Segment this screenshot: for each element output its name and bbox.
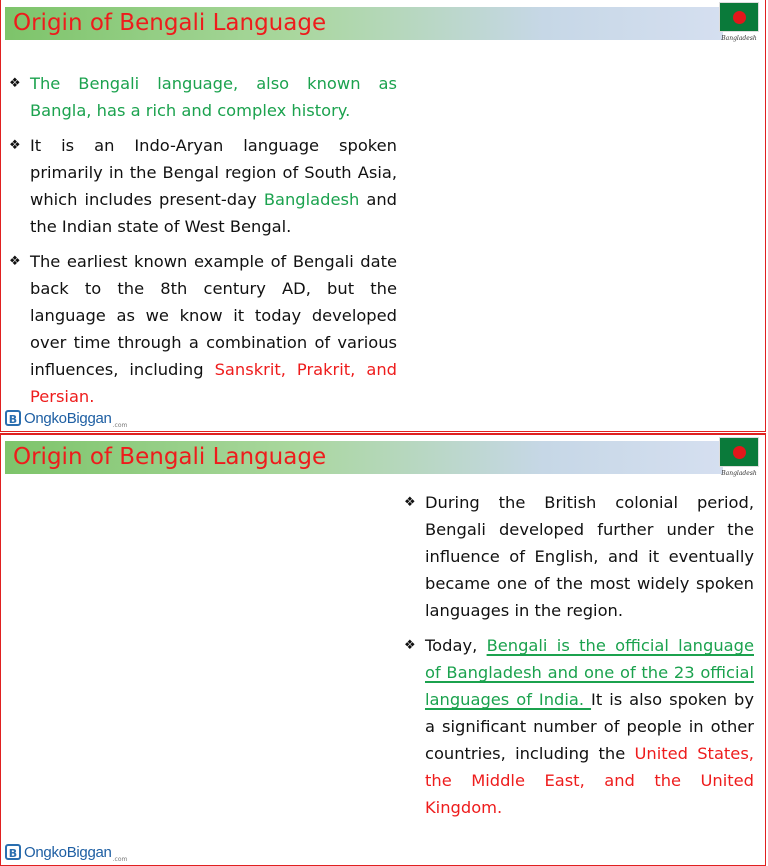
title-bar: [5, 7, 723, 40]
bullet-item: [9, 70, 397, 124]
slide-1: [0, 0, 766, 432]
bullet-text-segment: United States, the Middle East, and the United Kingdom.: [425, 744, 754, 817]
bullet-text-segment: Bangladesh: [263, 190, 360, 209]
bullet-text-segment: During the British colonial period, Bengali developed further under the influence of English, and it eventually became one of the most widely spoken languages in the region.: [425, 493, 754, 620]
bullet-text-segment: The earliest known example of Bengali date back to the 8th century AD, but the language as we know it today developed over time through a combination of various influences, including: [30, 252, 397, 379]
logo-suffix: .com: [112, 855, 128, 863]
logo-mark-icon: B: [5, 410, 21, 426]
bullet-diamond-icon: ❖: [9, 76, 21, 91]
logo-text: OngkoBiggan: [24, 843, 112, 861]
bullet-item: [404, 632, 754, 821]
bullet-item: [9, 248, 397, 410]
flag-caption: Bangladesh: [721, 35, 757, 42]
bullet-diamond-icon: ❖: [404, 638, 416, 653]
flag-caption: Bangladesh: [721, 470, 757, 477]
bullet-text-segment: Today,: [425, 636, 487, 655]
bullet-text-segment: The Bengali language, also known as Bangla, has a rich and complex history.: [30, 74, 397, 120]
bullet-diamond-icon: ❖: [404, 495, 416, 510]
bullet-diamond-icon: ❖: [9, 138, 21, 153]
logo-mark-icon: B: [5, 844, 21, 860]
slide-title: Origin of Bengali Language: [13, 10, 327, 36]
slide-2: [0, 433, 766, 866]
bullet-text-segment: Sanskrit, Prakrit, and Persian.: [30, 360, 397, 406]
bangladesh-flag-icon: [719, 437, 759, 481]
bullet-list: [404, 489, 754, 829]
slide-title: Origin of Bengali Language: [13, 444, 327, 470]
ongkobiggan-logo: [5, 407, 127, 429]
bullet-item: [404, 489, 754, 624]
bullet-text-segment: and the Indian state of West Bengal.: [30, 190, 397, 236]
bullet-text-segment: It is also spoken by a significant number of people in other countries, including the: [425, 690, 754, 763]
bangladesh-flag-icon: [719, 2, 759, 46]
logo-suffix: .com: [112, 421, 128, 429]
bullet-diamond-icon: ❖: [9, 254, 21, 269]
title-bar: [5, 441, 723, 474]
bullet-text-segment: It is an Indo-Aryan language spoken primarily in the Bengal region of South Asia, which includes present-day: [30, 136, 397, 209]
bullet-text-segment: Bengali is the official language of Bangladesh and one of the 23 official languages of India.: [425, 636, 754, 709]
bullet-item: [9, 132, 397, 240]
logo-text: OngkoBiggan: [24, 409, 112, 427]
ongkobiggan-logo: [5, 841, 127, 863]
bullet-list: [9, 70, 397, 418]
